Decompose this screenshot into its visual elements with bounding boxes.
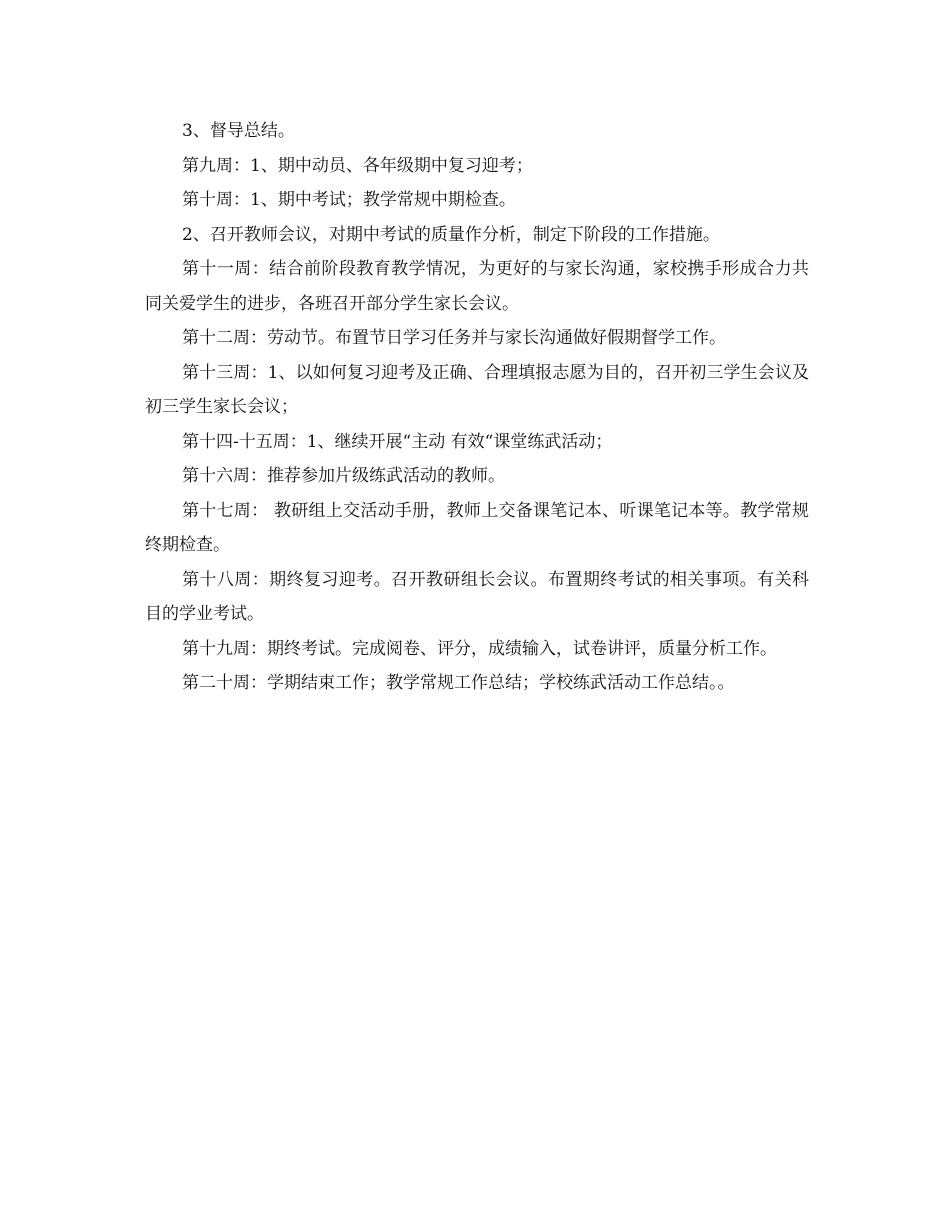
paragraph-week-20: 第二十周：学期结束工作；教学常规工作总结；学校练武活动工作总结。。 [182,673,735,693]
paragraph-week-9: 第九周：1、期中动员、各年级期中复习迎考； [182,155,533,176]
paragraph-week-14-15: 第十四-十五周：1、继续开展“主动 有效“课堂练武活动； [182,431,613,452]
paragraph-week-16: 第十六周：推荐参加片级练武活动的教师。 [182,466,505,486]
paragraph-week-18: 第十八周：期终复习迎考。召开教研组长会议。布置期终考试的相关事项。有关科目的学业考试。 [145,569,809,624]
paragraph-week-19: 第十九周：期终考试。完成阅卷、评分，成绩输入，试卷讲评，质量分析工作。 [182,638,777,659]
paragraph-week-11: 第十一周：结合前阶段教育教学情况，为更好的与家长沟通，家校携手形成合力共同关爱学生的进步，各班召开部分学生家长会议。 [145,259,809,314]
paragraph-week-12: 第十二周：劳动节。布置节日学习任务并与家长沟通做好假期督学工作。 [182,328,726,348]
paragraph-week-13: 第十三周：1、以如何复习迎考及正确、合理填报志愿为目的，召开初三学生会议及初三学生家长会议； [145,362,809,417]
paragraph-week-10: 第十周：1、期中考试；教学常规中期检查。 [182,190,516,210]
paragraph-supervision-summary: 3、督导总结。 [182,121,295,141]
document-body [145,114,809,701]
paragraph-week-17: 第十七周： 教研组上交活动手册，教师上交备课笔记本、听课笔记本等。教学常规终期检查。 [145,500,809,555]
paragraph-teacher-meeting: 2、召开教师会议，对期中考试的质量作分析，制定下阶段的工作措施。 [182,224,720,245]
